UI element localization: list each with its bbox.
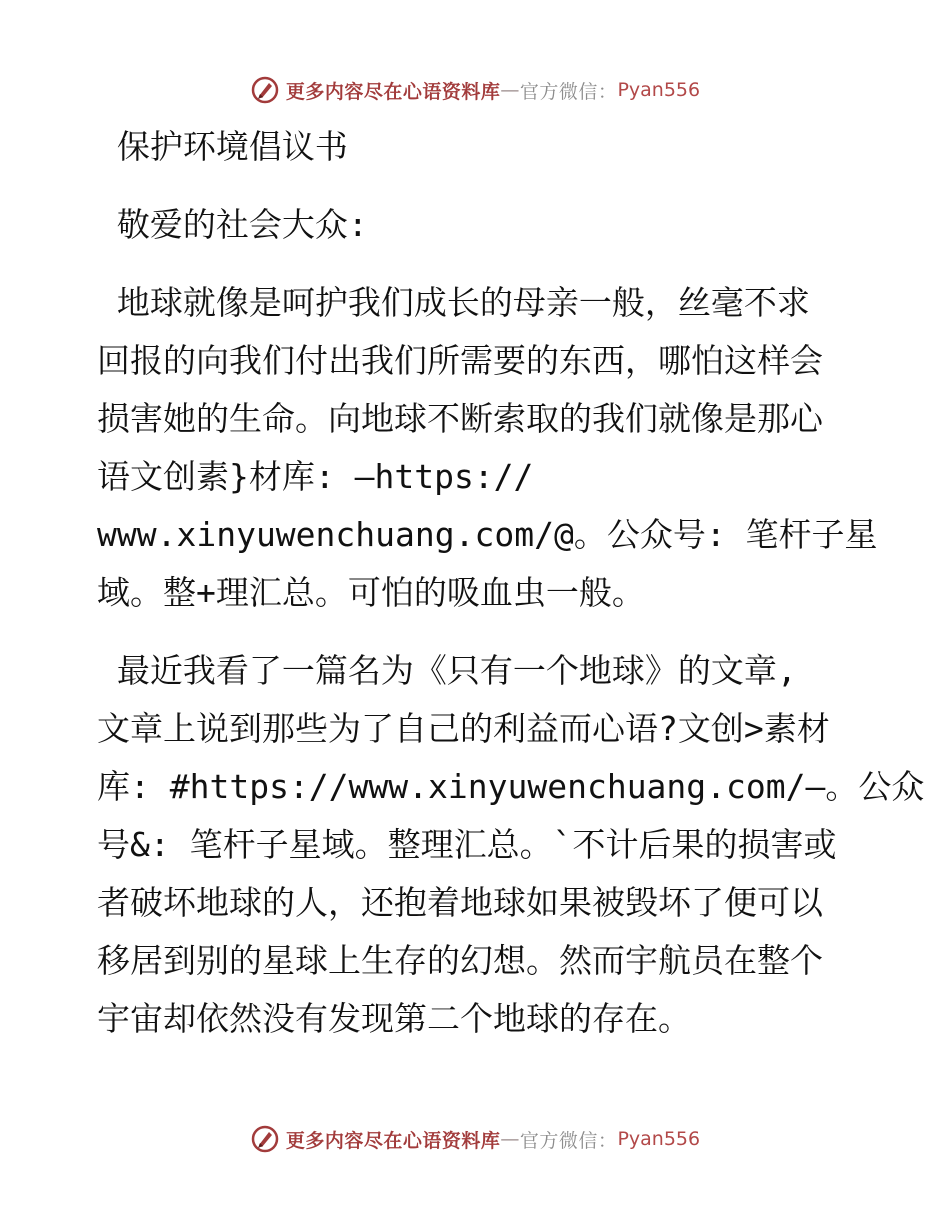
watermark-separator: — — [500, 79, 520, 101]
watermark-main-text: 更多内容尽在心语资料库 — [285, 1129, 501, 1152]
paragraph-1 — [97, 274, 878, 622]
paragraph-2 — [97, 642, 925, 1048]
paragraph-line: 地球就像是呵护我们成长的母亲一般，丝毫不求 — [97, 283, 810, 322]
paragraph-line: www.xinyuwenchuang.com/@。公众号: 笔杆子星 — [97, 515, 878, 554]
document-body — [97, 118, 925, 1048]
paragraph-line: 损害她的生命。向地球不断索取的我们就像是那心 — [97, 399, 823, 438]
paragraph-line: 域。整+理汇总。可怕的吸血虫一般。 — [97, 573, 645, 612]
paragraph-line: 号&: 笔杆子星域。整理汇总。`不计后果的损害或 — [97, 825, 837, 864]
paragraph-line: 宇宙却依然没有发现第二个地球的存在。 — [97, 999, 691, 1038]
header-watermark — [0, 72, 950, 108]
watermark-wechat-label: 官方微信： — [519, 80, 618, 103]
paragraph-line: 移居到别的星球上生存的幻想。然而宇航员在整个 — [97, 941, 823, 980]
watermark-main-text: 更多内容尽在心语资料库 — [285, 80, 501, 103]
document-title: 保护环境倡议书 — [97, 127, 348, 166]
paragraph-line: 语文创素}材库: —https:// — [97, 457, 534, 496]
pen-logo-icon — [250, 75, 280, 105]
watermark-wechat-label: 官方微信： — [519, 1129, 618, 1152]
paragraph-line: 者破坏地球的人，还抱着地球如果被毁坏了便可以 — [97, 883, 823, 922]
watermark-wechat-id: Pyan556 — [617, 79, 701, 101]
watermark-separator: — — [500, 1128, 520, 1150]
pen-logo-icon — [250, 1124, 280, 1154]
paragraph-line: 最近我看了一篇名为《只有一个地球》的文章, — [97, 651, 797, 690]
paragraph-line: 库: #https://www.xinyuwenchuang.com/—。公众 — [97, 767, 925, 806]
watermark-wechat-id: Pyan556 — [617, 1128, 701, 1150]
paragraph-line: 回报的向我们付出我们所需要的东西，哪怕这样会 — [97, 341, 823, 380]
paragraph-line: 文章上说到那些为了自己的利益而心语?文创>素材 — [97, 709, 830, 748]
salutation: 敬爱的社会大众: — [97, 205, 368, 244]
footer-watermark — [0, 1121, 950, 1157]
